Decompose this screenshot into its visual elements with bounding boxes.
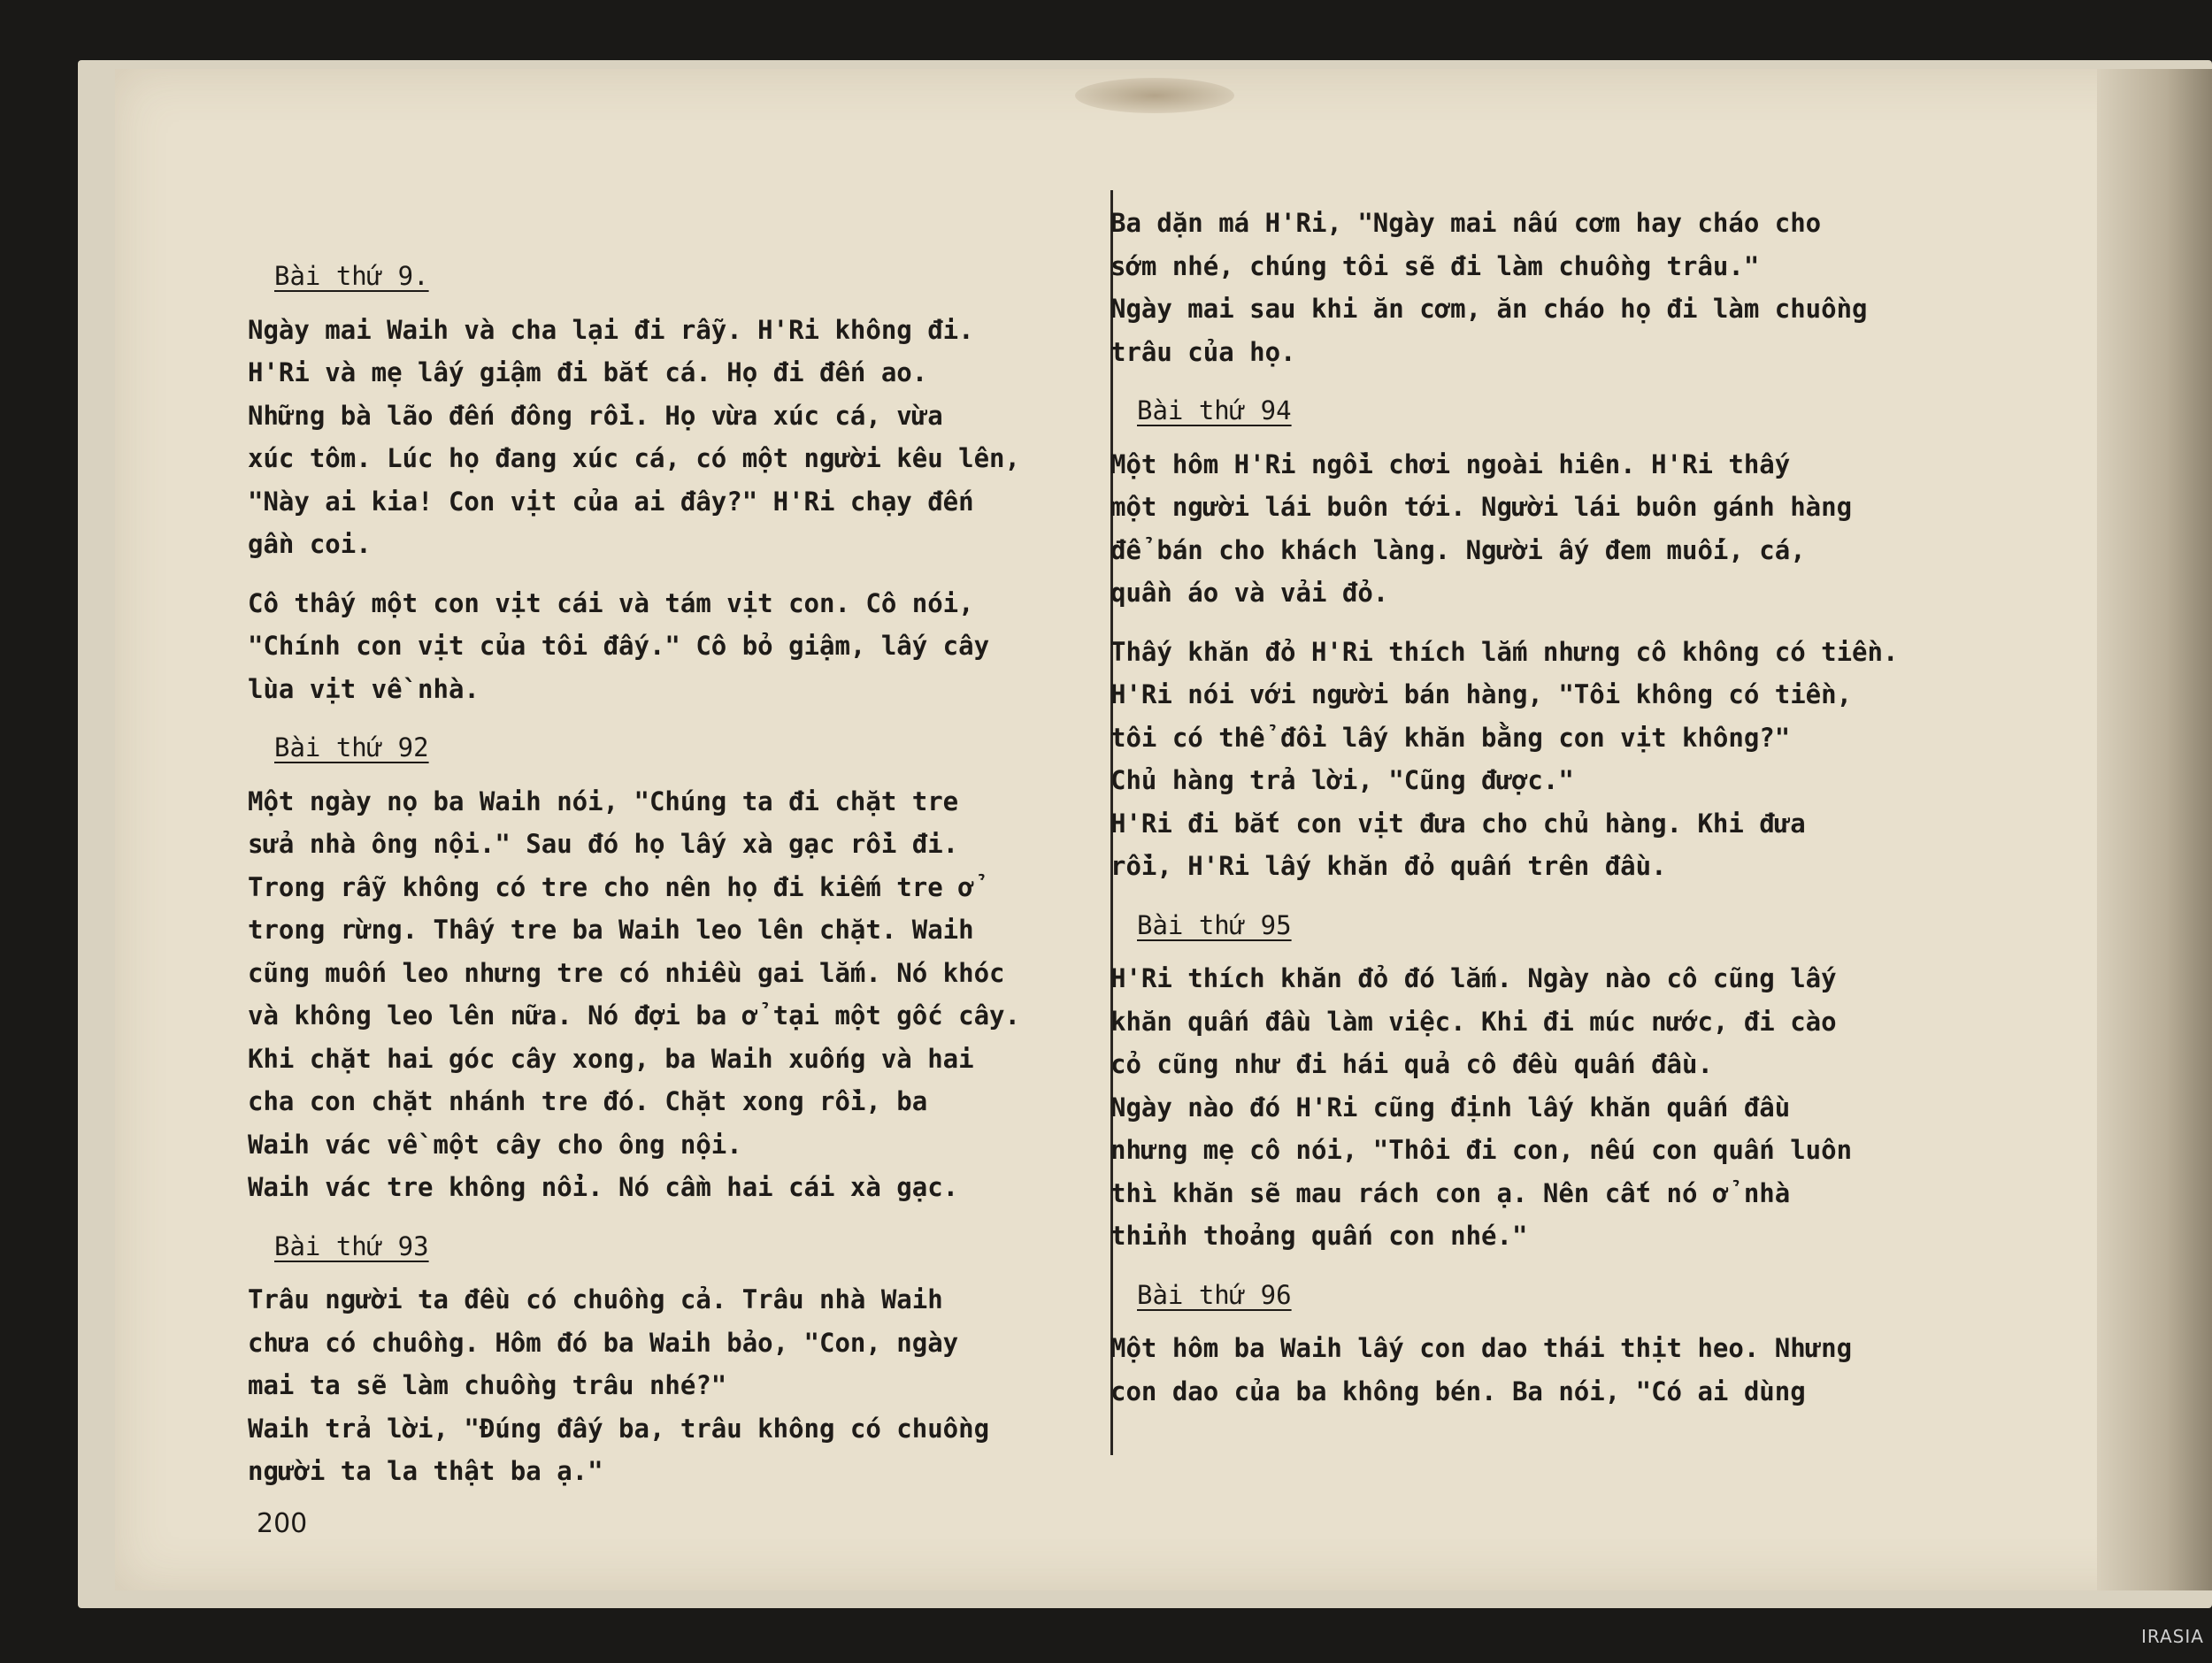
text-line: thì khăn sẽ mau rách con ạ. Nên cất nó ở nhà xyxy=(1110,1177,1791,1208)
text-line: H'Ri nói với người bán hàng, "Tôi không có tiền, xyxy=(1110,679,1853,709)
text-line: Ba dặn má H'Ri, "Ngày mai nấu cơm hay cháo cho xyxy=(1110,208,1822,238)
text-line: trâu của họ. xyxy=(1110,336,1296,367)
lesson-heading: Bài thứ 95 xyxy=(1137,909,1292,940)
text-line: Những bà lão đến đông rồi. Họ vừa xúc cá, vừa xyxy=(248,400,943,431)
text-line: Waih vác về một cây cho ông nội. xyxy=(248,1129,742,1160)
text-line: khăn quấn đầu làm việc. Khi đi múc nước, đi cào xyxy=(1110,1006,1837,1037)
text-line: Waih trả lời, "Đúng đấy ba, trâu không có chuồng xyxy=(248,1413,990,1444)
text-line: H'Ri và mẹ lấy giậm đi bắt cá. Họ đi đến ao. xyxy=(248,357,928,387)
text-line: Một ngày nọ ba Waih nói, "Chúng ta đi chặt tre xyxy=(248,786,959,816)
text-line: Thấy khăn đỏ H'Ri thích lắm nhưng cô không có tiền. xyxy=(1110,636,1899,667)
lesson-heading: Bài thứ 94 xyxy=(1137,395,1292,425)
text-line: gần coi. xyxy=(248,529,372,559)
right-column xyxy=(1110,202,1995,1413)
lesson-heading: Bài thứ 92 xyxy=(274,732,429,763)
text-line: Khi chặt hai góc cây xong, ba Waih xuống và hai xyxy=(248,1043,974,1074)
text-line: quần áo và vải đỏ. xyxy=(1110,578,1389,608)
text-line: Chủ hàng trả lời, "Cũng được." xyxy=(1110,765,1574,795)
text-line: lùa vịt về nhà. xyxy=(248,673,480,704)
text-line: "Này ai kia! Con vịt của ai đây?" H'Ri chạy đến xyxy=(248,486,974,517)
text-line: để bán cho khách làng. Người ấy đem muối, cá, xyxy=(1110,534,1806,565)
text-line: thỉnh thoảng quấn con nhé." xyxy=(1110,1221,1528,1251)
text-line: cũng muốn leo nhưng tre có nhiều gai lắm. Nó khóc xyxy=(248,957,1005,988)
text-line: và không leo lên nữa. Nó đợi ba ở tại một gốc cây. xyxy=(248,1000,1020,1031)
text-line: cỏ cũng như đi hái quả cô đều quấn đầu. xyxy=(1110,1049,1713,1079)
text-line: Một hôm H'Ri ngồi chơi ngoài hiên. H'Ri thấy xyxy=(1110,448,1791,479)
text-line: Ngày mai Waih và cha lại đi rẫy. H'Ri không đi. xyxy=(248,314,974,345)
left-column xyxy=(248,239,1097,1493)
text-line: trong rừng. Thấy tre ba Waih leo lên chặt. Waih xyxy=(248,915,974,945)
text-line: sớm nhé, chúng tôi sẽ đi làm chuồng trâu." xyxy=(1110,250,1760,281)
text-line: "Chính con vịt của tôi đấy." Cô bỏ giậm, lấy cây xyxy=(248,631,990,661)
text-line: rồi, H'Ri lấy khăn đỏ quấn trên đầu. xyxy=(1110,851,1667,881)
text-line: tôi có thể đổi lấy khăn bằng con vịt không?" xyxy=(1110,722,1791,753)
text-line: Trâu người ta đều có chuồng cả. Trâu nhà Waih xyxy=(248,1284,943,1314)
text-line: H'Ri thích khăn đỏ đó lắm. Ngày nào cô cũng lấy xyxy=(1110,963,1837,993)
text-line: Trong rẫy không có tre cho nên họ đi kiếm tre ở xyxy=(248,871,974,902)
text-line: sửa nhà ông nội." Sau đó họ lấy xà gạc rồi đi. xyxy=(248,829,959,859)
text-line: H'Ri đi bắt con vịt đưa cho chủ hàng. Khi đưa xyxy=(1110,808,1806,839)
text-line: Một hôm ba Waih lấy con dao thái thịt heo. Nhưng xyxy=(1110,1333,1853,1363)
text-line: Waih vác tre không nổi. Nó cầm hai cái xà gạc. xyxy=(248,1172,959,1202)
facing-page-edge xyxy=(2097,69,2212,1590)
text-line: người ta la thật ba ạ." xyxy=(248,1456,603,1486)
text-line: mai ta sẽ làm chuồng trâu nhé?" xyxy=(248,1370,727,1400)
paper-stain xyxy=(1075,78,1234,113)
text-line: một người lái buôn tới. Người lái buôn gánh hàng xyxy=(1110,492,1853,522)
text-line: con dao của ba không bén. Ba nói, "Có ai dùng xyxy=(1110,1376,1806,1406)
lesson-heading: Bài thứ 93 xyxy=(274,1230,429,1261)
page-number: 200 xyxy=(257,1508,308,1539)
text-line: nhưng mẹ cô nói, "Thôi đi con, nếu con quấn luôn xyxy=(1110,1135,1853,1165)
text-line: xúc tôm. Lúc họ đang xúc cá, có một người kêu lên, xyxy=(248,443,1020,473)
text-line: Cô thấy một con vịt cái và tám vịt con. Cô nói, xyxy=(248,587,974,618)
watermark: IRASIA xyxy=(2141,1626,2204,1647)
lesson-heading: Bài thứ 96 xyxy=(1137,1279,1292,1310)
lesson-heading: Bài thứ 9. xyxy=(274,261,429,291)
text-line: cha con chặt nhánh tre đó. Chặt xong rồi, ba xyxy=(248,1086,928,1116)
text-line: Ngày nào đó H'Ri cũng định lấy khăn quấn đầu xyxy=(1110,1092,1791,1123)
text-line: chưa có chuồng. Hôm đó ba Waih bảo, "Con, ngày xyxy=(248,1327,959,1358)
text-line: Ngày mai sau khi ăn cơm, ăn cháo họ đi làm chuồng xyxy=(1110,294,1868,324)
